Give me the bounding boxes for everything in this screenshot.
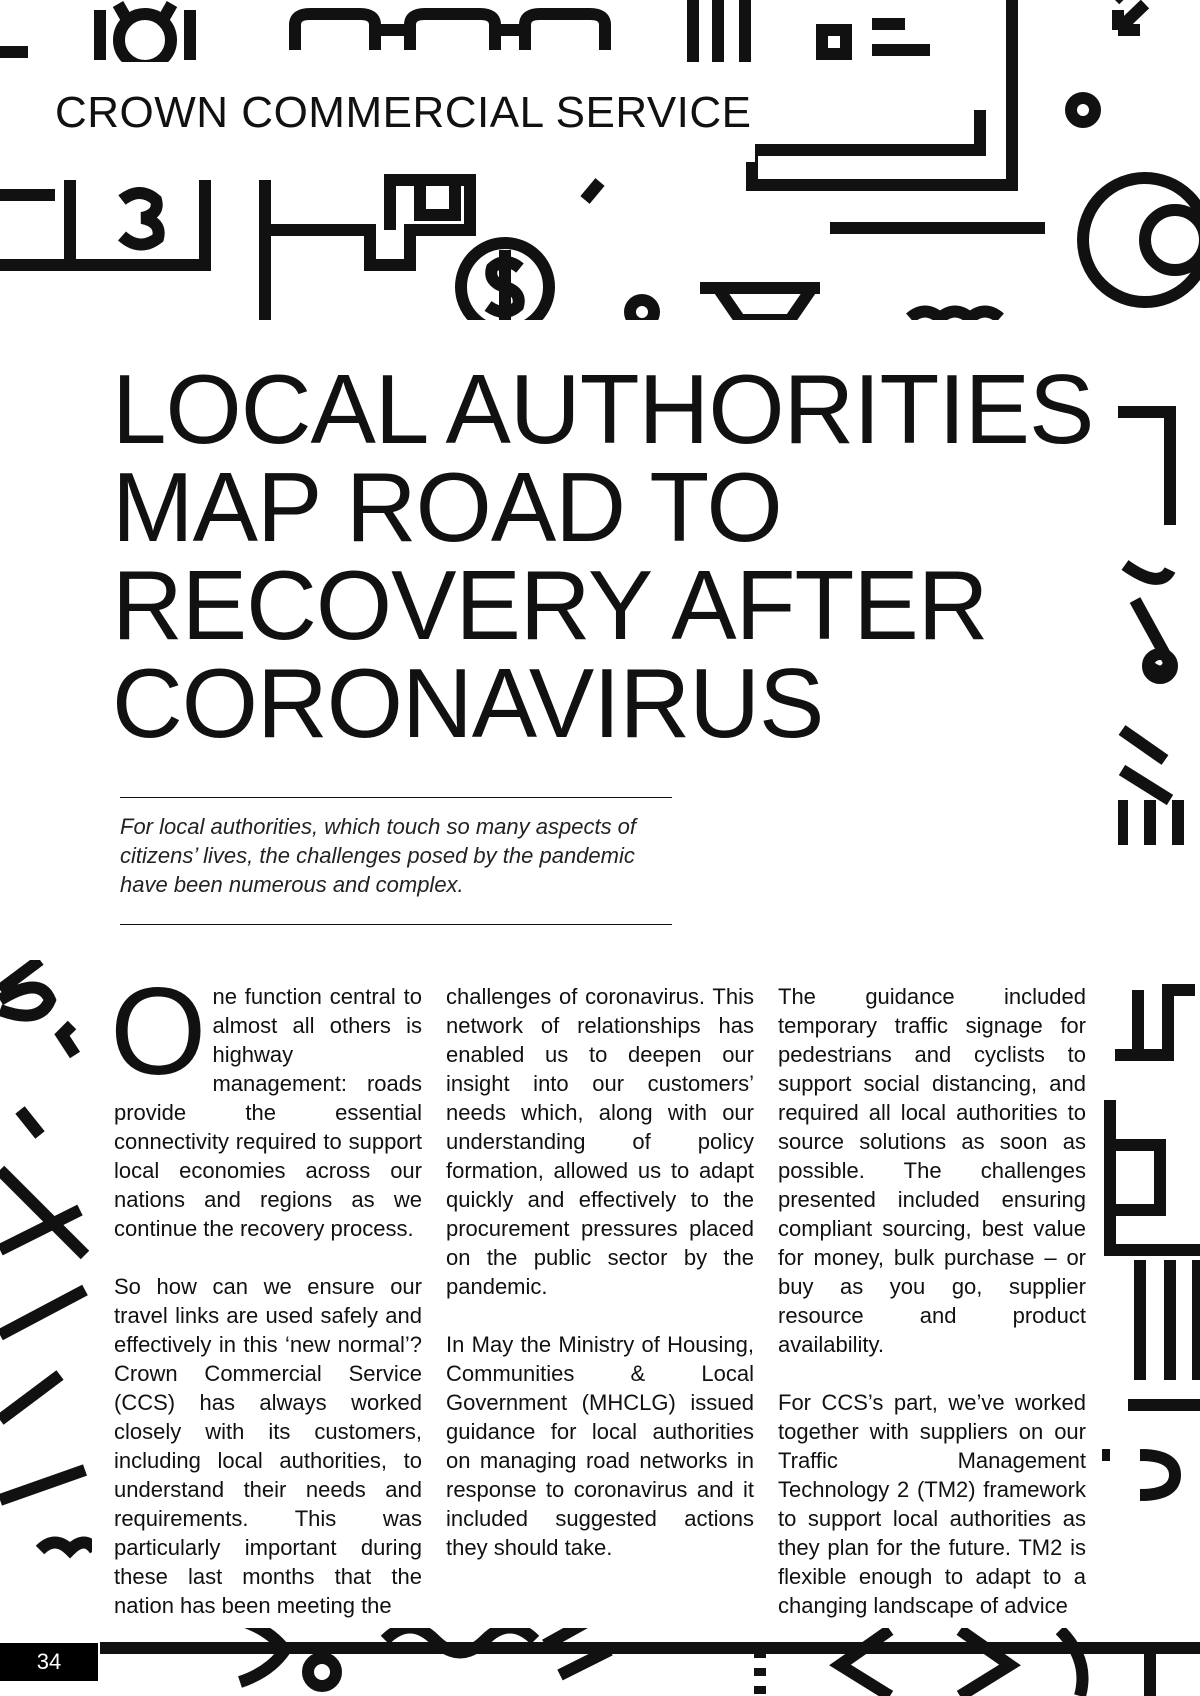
paragraph: challenges of coronavirus. This network of relationships has enabled us to deepen our insight into our customers’ needs which, along with our understanding of policy formation, allowed us to adapt quickly and effectively to the procurement pressures placed on the public sector by the pandemic. — [446, 984, 754, 1299]
title-line: RECOVERY AFTER — [112, 550, 988, 660]
title-line: LOCAL AUTHORITIES — [112, 354, 1094, 464]
number-three-icon — [122, 193, 159, 245]
standfirst-top-rule — [120, 797, 672, 798]
gear-icon-large — [1083, 178, 1200, 302]
organisation-name: CROWN COMMERCIAL SERVICE — [55, 88, 752, 137]
dollar-coin-icon — [461, 243, 549, 331]
page-number: 34 — [0, 1643, 98, 1681]
paragraph: In May the Ministry of Housing, Communities & Local Government (MHCLG) issued guidance for local authorities on managing road networks in response to coronavirus and it included suggested actions they should take. — [446, 1332, 754, 1560]
drop-cap: O — [110, 963, 207, 1101]
paragraph: For CCS’s part, we’ve worked together with suppliers on our Traffic Management Technology 2 (TM2) framework to support local authorities as they plan for the future. TM2 is flexible enough to adapt to a changing landscape of advice — [778, 1390, 1086, 1618]
title-line: CORONAVIRUS — [112, 648, 824, 758]
paragraph: The guidance included temporary traffic signage for pedestrians and cyclists to support social distancing, and required all local authorities to source solutions as soon as possible. The challenges presented included ensuring compliant sourcing, best value for money, bulk purchase – or buy as you go, supplier resource and product availability. — [778, 984, 1086, 1357]
body-column-1 — [110, 963, 422, 1620]
title-line: MAP ROAD TO — [112, 452, 782, 562]
standfirst-bottom-rule — [120, 924, 672, 925]
body-column-3 — [778, 982, 1086, 1620]
body-column-2 — [446, 982, 754, 1562]
paragraph: So how can we ensure our travel links are used safely and effectively in this ‘new normal’? Crown Commercial Service (CCS) has always worked closely with its customers, including local authorities, to understand their needs and requirements. This was particularly important during these last months that the nation has been meeting the — [114, 1274, 422, 1618]
gear-icon — [100, 4, 190, 66]
article-title — [112, 354, 1094, 758]
paragraph: ne function central to almost all others is highway management: roads provide the essential connectivity required to support local economies across our nations and regions as we continue the recovery process. — [114, 984, 422, 1241]
standfirst: For local authorities, which touch so many aspects of citizens’ lives, the challenges posed by the pandemic have been numerous and complex. — [120, 814, 637, 897]
